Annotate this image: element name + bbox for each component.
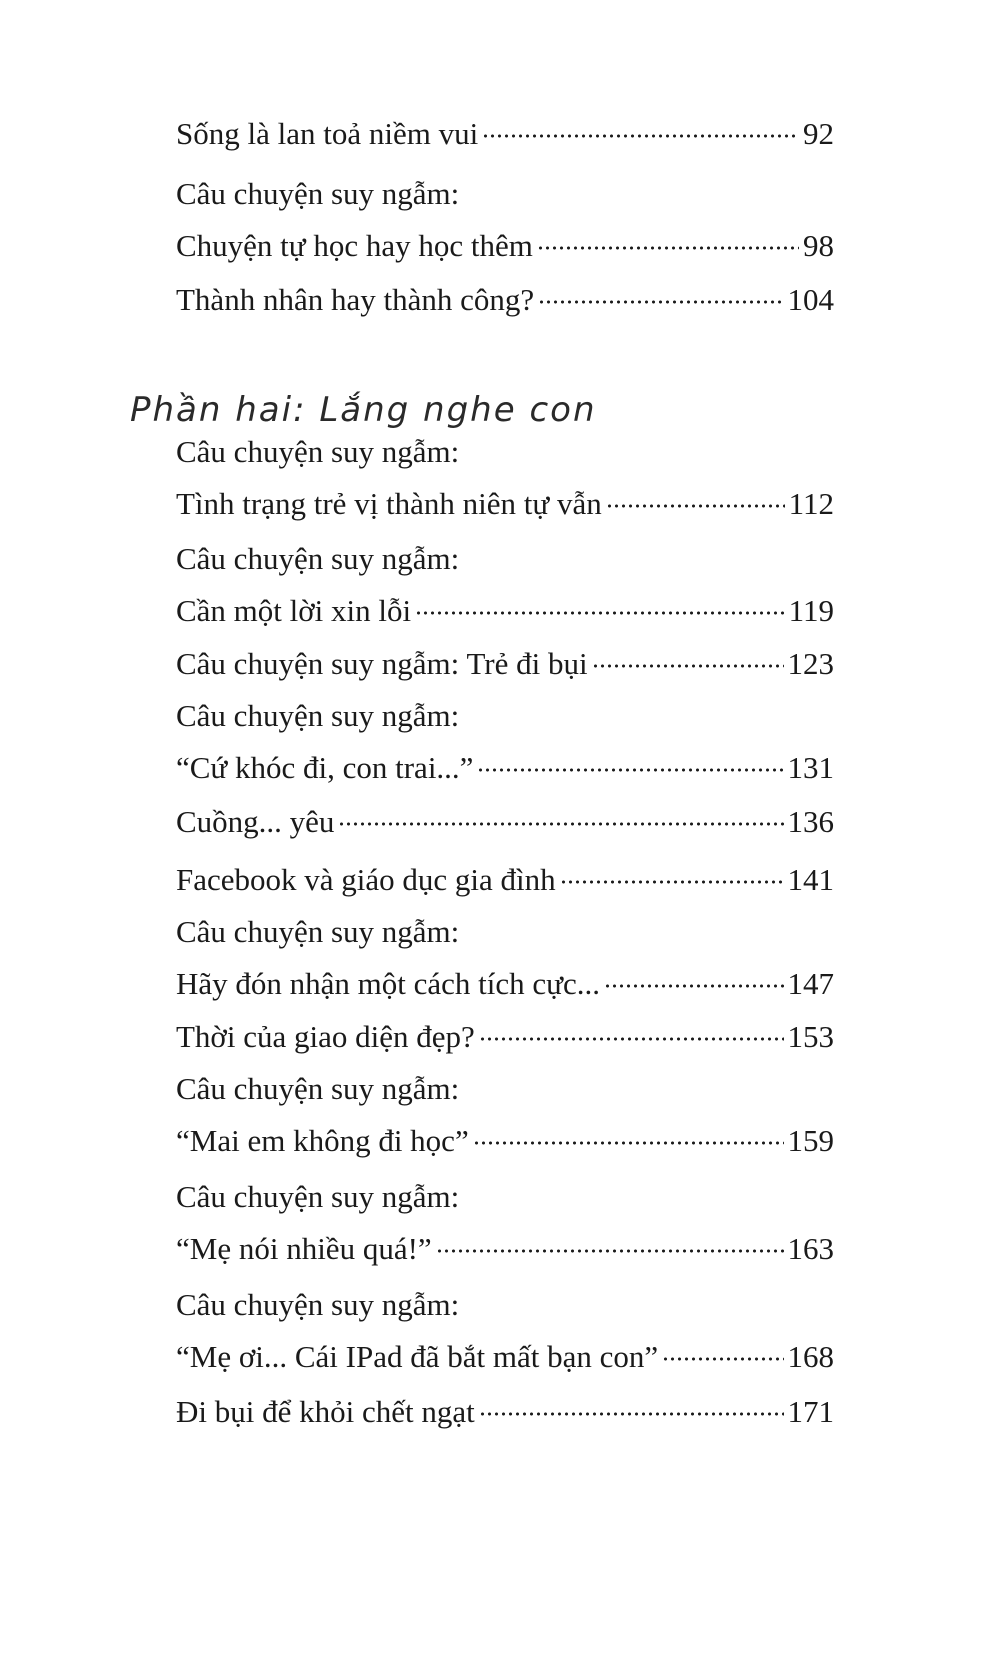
dot-leader <box>606 504 785 508</box>
dot-leader <box>662 1357 783 1361</box>
toc-entry-title: Hãy đón nhận một cách tích cực... <box>176 966 600 1001</box>
toc-entry-prefix: Câu chuyện suy ngẫm: <box>176 1287 460 1322</box>
toc-entry-prefix: Câu chuyện suy ngẫm: <box>176 434 460 469</box>
toc-entry-page: 147 <box>787 966 834 1001</box>
toc-entry-title: Facebook và giáo dục gia đình <box>176 862 556 897</box>
toc-entry-page: 131 <box>787 750 834 785</box>
toc-entry-title: Sống là lan toả niềm vui <box>176 116 479 151</box>
dot-leader <box>537 246 799 250</box>
toc-entry[interactable] <box>176 1386 834 1438</box>
toc-entry[interactable] <box>176 854 834 906</box>
toc-entry-page: 159 <box>787 1123 834 1158</box>
toc-entry-title: Chuyện tự học hay học thêm <box>176 228 533 263</box>
toc-entry-title: Câu chuyện suy ngẫm: Trẻ đi bụi <box>176 646 588 681</box>
dot-leader <box>473 1141 784 1145</box>
toc-entry[interactable] <box>176 906 834 1010</box>
dot-leader <box>436 1249 784 1253</box>
toc-entry-page: 163 <box>787 1231 834 1266</box>
toc-entry-title: “Mẹ nói nhiều quá!” <box>176 1231 432 1266</box>
toc-entry-prefix: Câu chuyện suy ngẫm: <box>176 541 460 576</box>
dot-leader <box>482 134 799 138</box>
toc-entry-title: Thời của giao diện đẹp? <box>176 1019 475 1054</box>
toc-entry-page: 168 <box>787 1339 834 1374</box>
dot-leader <box>338 822 783 826</box>
dot-leader <box>479 1037 784 1041</box>
toc-entry-title: Tình trạng trẻ vị thành niên tự vẫn <box>176 486 602 521</box>
toc-entry-page: 153 <box>787 1019 834 1054</box>
toc-entry-page: 119 <box>788 593 834 628</box>
toc-entry-page: 141 <box>787 862 834 897</box>
dot-leader <box>415 611 785 615</box>
dot-leader <box>560 880 784 884</box>
dot-leader <box>538 300 783 304</box>
toc-entry-title: Cần một lời xin lỗi <box>176 593 412 628</box>
toc-entry-title: “Mẹ ơi... Cái IPad đã bắt mất bạn con” <box>176 1339 659 1374</box>
toc-entry-title: “Mai em không đi học” <box>176 1123 469 1158</box>
toc-entry[interactable] <box>176 426 834 530</box>
toc-entry-prefix: Câu chuyện suy ngẫm: <box>176 1179 460 1214</box>
toc-entry-page: 98 <box>803 228 834 263</box>
dot-leader <box>592 664 784 668</box>
toc-entry-page: 92 <box>803 116 834 151</box>
toc-entry-prefix: Câu chuyện suy ngẫm: <box>176 176 460 211</box>
toc-entry[interactable] <box>176 108 834 160</box>
toc-entry-title: Cuồng... yêu <box>176 804 335 839</box>
toc-entry-title: Thành nhân hay thành công? <box>176 282 535 317</box>
toc-entry[interactable] <box>176 796 834 848</box>
toc-entry-prefix: Câu chuyện suy ngẫm: <box>176 1071 460 1106</box>
dot-leader <box>479 1412 784 1416</box>
toc-entry-title: “Cứ khóc đi, con trai...” <box>176 750 474 785</box>
section-heading: Phần hai: Lắng nghe con <box>130 390 597 430</box>
toc-entry[interactable] <box>176 533 834 637</box>
toc-entry-page: 171 <box>787 1394 834 1429</box>
dot-leader <box>477 768 783 772</box>
toc-entry-page: 104 <box>787 282 834 317</box>
toc-entry[interactable] <box>176 168 834 272</box>
toc-entry-page: 112 <box>788 486 834 521</box>
toc-entry-title: Đi bụi để khỏi chết ngạt <box>176 1394 475 1429</box>
toc-entry-page: 136 <box>787 804 834 839</box>
toc-entry[interactable] <box>176 690 834 794</box>
toc-entry-page: 123 <box>787 646 834 681</box>
toc-entry[interactable] <box>176 274 834 326</box>
toc-entry[interactable] <box>176 638 834 690</box>
toc-entry-prefix: Câu chuyện suy ngẫm: <box>176 914 460 949</box>
toc-entry[interactable] <box>176 1063 834 1167</box>
dot-leader <box>604 984 784 988</box>
toc-entry[interactable] <box>176 1011 834 1063</box>
toc-entry-prefix: Câu chuyện suy ngẫm: <box>176 698 460 733</box>
toc-entry[interactable] <box>176 1171 834 1275</box>
toc-entry[interactable] <box>176 1279 834 1383</box>
